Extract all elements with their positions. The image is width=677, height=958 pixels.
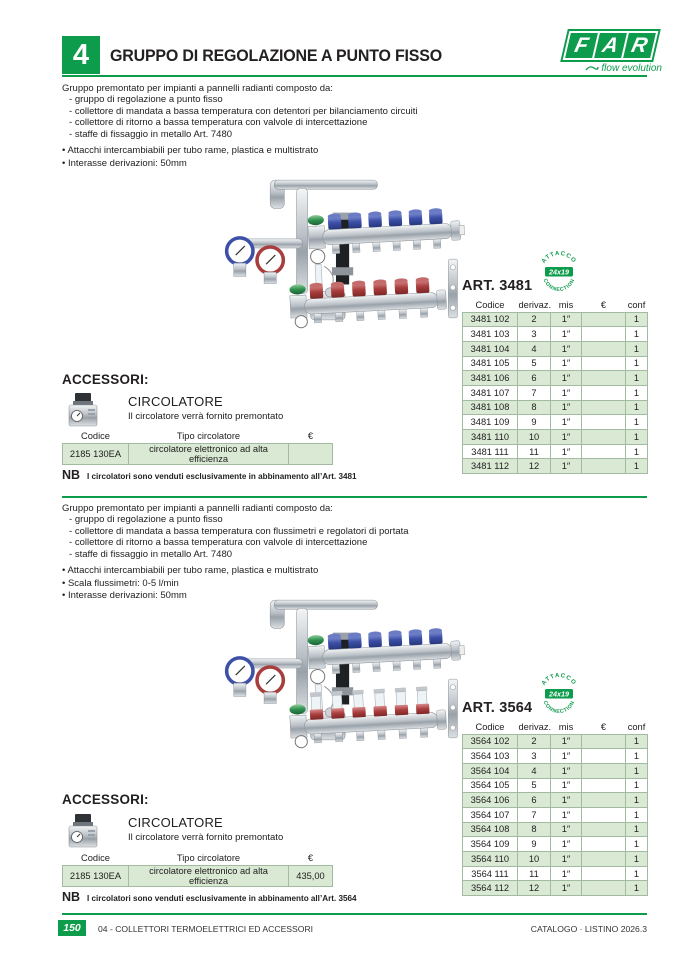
table-cell [289, 443, 333, 464]
table-cell: 1 [626, 734, 648, 749]
table-cell: 1″ [551, 444, 582, 459]
nb-text: I circolatori sono venduti esclusivamente in abbinamento all’Art. 3564 [87, 893, 357, 903]
table-cell [582, 371, 626, 386]
product-photo-manifold-3481 [210, 166, 466, 335]
table-cell: 3481 107 [463, 385, 518, 400]
table-cell: 3481 112 [463, 459, 518, 474]
table-cell: 2 [518, 734, 551, 749]
svg-text:ATTACCO [541, 673, 577, 687]
col-header-codice: Codice [475, 300, 505, 311]
table-cell: 9 [518, 837, 551, 852]
footer-chapter: 04 - COLLETTORI TERMOELETTRICI ED ACCESSORI [98, 924, 314, 934]
table-row [463, 852, 648, 867]
col-header-euro: € [307, 852, 314, 863]
page-number: 150 [63, 922, 81, 934]
svg-text:CONNECTION [542, 700, 577, 715]
intro-line: Gruppo premontato per impianti a pannelli radianti composto da: [62, 83, 333, 94]
accessory-table-3564 [62, 851, 333, 887]
table-cell [582, 385, 626, 400]
table-cell: 1″ [551, 866, 582, 881]
table-cell: 1 [626, 837, 648, 852]
table-cell: 1″ [551, 430, 582, 445]
table-cell: 1 [626, 793, 648, 808]
table-cell: 1″ [551, 400, 582, 415]
circulator-name: CIRCOLATORE [128, 394, 223, 409]
circulator-photo [66, 812, 100, 855]
far-letter: R [623, 33, 656, 58]
table-row [463, 822, 648, 837]
table-cell: 1 [626, 763, 648, 778]
table-cell [582, 807, 626, 822]
table-cell: 3564 110 [463, 852, 518, 867]
table-cell: 3481 108 [463, 400, 518, 415]
table-row [463, 459, 648, 474]
table-cell: 1 [626, 749, 648, 764]
table-cell: 5 [518, 778, 551, 793]
table-cell: 3481 111 [463, 444, 518, 459]
table-cell: 3564 109 [463, 837, 518, 852]
table-cell: 3564 105 [463, 778, 518, 793]
article-title-3564: ART. 3564 [462, 700, 533, 716]
far-letter: A [594, 33, 627, 58]
table-cell: 3481 104 [463, 341, 518, 356]
table-cell [582, 430, 626, 445]
col-header-euro: € [600, 300, 607, 311]
composition-item: - staffe di fissaggio in metallo Art. 7480 [62, 129, 622, 140]
table-row [463, 327, 648, 342]
table-cell: 1 [626, 371, 648, 386]
header-rule [62, 75, 647, 77]
table-row [463, 793, 648, 808]
article-table-3564 [462, 721, 648, 896]
accessory-table-3481 [62, 429, 333, 465]
col-header-mis: mis [558, 300, 574, 311]
col-header-derivaz: derivaz. [518, 722, 552, 733]
table-row [463, 430, 648, 445]
table-cell: 6 [518, 793, 551, 808]
swoosh-icon [585, 65, 599, 73]
circulator-info [128, 815, 283, 843]
table-cell: 6 [518, 371, 551, 386]
table-cell: 1″ [551, 852, 582, 867]
table-row [463, 866, 648, 881]
table-cell: 1 [626, 312, 648, 327]
table-cell: 1 [626, 327, 648, 342]
table-row [463, 881, 648, 896]
product-photo-manifold-3564 [210, 586, 466, 755]
table-cell: 3564 108 [463, 822, 518, 837]
nb-text: I circolatori sono venduti esclusivamente in abbinamento all’Art. 3481 [87, 471, 357, 481]
footer-rule [62, 913, 647, 915]
table-cell: 2 [518, 312, 551, 327]
table-cell: 3 [518, 327, 551, 342]
table-cell: 1″ [551, 415, 582, 430]
table-cell: 1″ [551, 459, 582, 474]
article-table-3481 [462, 299, 648, 474]
table-cell: 1 [626, 415, 648, 430]
table-row [463, 385, 648, 400]
table-header-row [463, 299, 648, 312]
table-cell: 12 [518, 881, 551, 896]
svg-text:CONNECTION [542, 278, 577, 293]
article-title-3481: ART. 3481 [462, 278, 533, 294]
col-header-conf: conf [627, 722, 646, 733]
table-row [63, 443, 333, 464]
table-cell: 3481 106 [463, 371, 518, 386]
table-cell: 8 [518, 400, 551, 415]
col-header-codice: Codice [475, 722, 505, 733]
table-cell: 11 [518, 444, 551, 459]
section1-description [62, 83, 622, 170]
table-cell: 3564 112 [463, 881, 518, 896]
table-header-row [63, 429, 333, 443]
table-cell: 4 [518, 341, 551, 356]
badge-bottom-text: CONNECTION [541, 699, 577, 716]
table-cell: 3481 110 [463, 430, 518, 445]
col-header-euro: € [307, 430, 314, 441]
table-cell [582, 866, 626, 881]
page-title: GRUPPO DI REGOLAZIONE A PUNTO FISSO [110, 46, 442, 65]
table-cell: 1″ [551, 822, 582, 837]
composition-item: - collettore di mandata a bassa temperatura con detentori per bilanciamento circuiti [62, 106, 622, 117]
section-number: 4 [72, 38, 90, 71]
nb-label: NB [62, 468, 81, 482]
table-cell: 1 [626, 356, 648, 371]
table-cell: 3481 102 [463, 312, 518, 327]
circulator-note: Il circolatore verrà fornito premontato [128, 832, 284, 843]
table-cell: 1″ [551, 327, 582, 342]
brand-tagline: flow evolution [601, 63, 662, 74]
feature-item: • Interasse derivazioni: 50mm [62, 590, 622, 603]
table-cell [582, 778, 626, 793]
col-header-codice: Codice [81, 852, 110, 863]
table-cell [582, 852, 626, 867]
table-cell [582, 312, 626, 327]
table-cell: 3564 106 [463, 793, 518, 808]
table-cell: 2185 130EA [63, 443, 129, 464]
table-cell: 7 [518, 385, 551, 400]
table-row [463, 763, 648, 778]
table-row [463, 444, 648, 459]
table-cell [582, 793, 626, 808]
table-cell: 10 [518, 852, 551, 867]
table-cell: 435,00 [289, 865, 333, 886]
table-header-row [63, 851, 333, 865]
table-cell [582, 415, 626, 430]
table-cell: 1″ [551, 807, 582, 822]
col-header-derivaz: derivaz. [518, 300, 552, 311]
table-cell: 1 [626, 881, 648, 896]
table-cell: circolatore elettronico ad alta efficienza [129, 443, 289, 464]
table-cell [582, 749, 626, 764]
table-cell: 3564 104 [463, 763, 518, 778]
table-cell [582, 356, 626, 371]
feature-item: • Attacchi intercambiabili per tubo rame, plastica e multistrato [62, 145, 622, 158]
table-cell: 3564 111 [463, 866, 518, 881]
table-cell: circolatore elettronico ad alta efficienza [129, 865, 289, 886]
table-cell: 3564 102 [463, 734, 518, 749]
table-cell [582, 881, 626, 896]
col-header-tipo: Tipo circolatore [176, 430, 241, 441]
table-cell [582, 341, 626, 356]
table-cell: 1″ [551, 837, 582, 852]
composition-item: - collettore di ritorno a bassa temperatura con valvole di intercettazione [62, 537, 622, 548]
accessories-heading: ACCESSORI: [62, 372, 149, 387]
table-cell: 1″ [551, 763, 582, 778]
table-cell: 7 [518, 807, 551, 822]
table-cell: 1″ [551, 356, 582, 371]
composition-item: - collettore di ritorno a bassa temperatura con valvole di intercettazione [62, 117, 622, 128]
nb-label: NB [62, 890, 81, 904]
table-cell: 1 [626, 459, 648, 474]
table-row [463, 341, 648, 356]
table-cell: 3 [518, 749, 551, 764]
table-cell: 1″ [551, 385, 582, 400]
table-cell [582, 327, 626, 342]
connection-badge [537, 672, 581, 721]
table-cell: 1″ [551, 312, 582, 327]
badge-top-text: ATTACCO [540, 250, 578, 265]
feature-item: • Interasse derivazioni: 50mm [62, 158, 622, 171]
table-cell [582, 837, 626, 852]
table-cell: 1″ [551, 734, 582, 749]
circulator-note: Il circolatore verrà fornito premontato [128, 411, 284, 422]
footer-edition: CATALOGO · LISTINO 2026.3 [530, 924, 647, 934]
feature-item: • Scala flussimetri: 0-5 l/min [62, 578, 622, 591]
composition-item: - gruppo di regolazione a punto fisso [62, 514, 622, 525]
table-cell: 1 [626, 866, 648, 881]
table-cell: 11 [518, 866, 551, 881]
svg-text:ATTACCO [541, 251, 577, 265]
feature-item: • Attacchi intercambiabili per tubo rame, plastica e multistrato [62, 565, 622, 578]
nb-note-3481 [62, 468, 365, 482]
table-cell: 12 [518, 459, 551, 474]
table-cell: 10 [518, 430, 551, 445]
table-cell: 1 [626, 778, 648, 793]
far-logo [552, 29, 664, 74]
table-row [63, 865, 333, 886]
table-row [463, 312, 648, 327]
table-row [463, 371, 648, 386]
table-cell: 1″ [551, 371, 582, 386]
table-cell: 1 [626, 852, 648, 867]
table-row [463, 807, 648, 822]
table-cell: 3564 103 [463, 749, 518, 764]
composition-item: - staffe di fissaggio in metallo Art. 7480 [62, 549, 622, 560]
col-header-codice: Codice [81, 430, 110, 441]
table-cell: 1 [626, 822, 648, 837]
table-cell: 4 [518, 763, 551, 778]
section-divider [62, 496, 647, 498]
composition-item: - gruppo di regolazione a punto fisso [62, 94, 622, 105]
table-cell: 1″ [551, 793, 582, 808]
table-cell [582, 400, 626, 415]
far-letter: F [565, 33, 598, 58]
table-row [463, 749, 648, 764]
table-row [463, 734, 648, 749]
col-header-mis: mis [558, 722, 574, 733]
connection-badge [537, 250, 581, 299]
section-number-box [62, 36, 100, 74]
table-cell: 3481 103 [463, 327, 518, 342]
table-cell: 5 [518, 356, 551, 371]
table-header-row [463, 721, 648, 734]
table-cell: 1″ [551, 778, 582, 793]
table-cell: 3481 109 [463, 415, 518, 430]
nb-note-3564 [62, 890, 365, 904]
badge-top-text: ATTACCO [540, 672, 578, 687]
table-cell: 1 [626, 341, 648, 356]
page-number-box [58, 920, 86, 936]
table-cell: 3481 105 [463, 356, 518, 371]
intro-line: Gruppo premontato per impianti a pannelli radianti composto da: [62, 503, 333, 514]
col-header-euro: € [600, 722, 607, 733]
far-logo-tiles [560, 29, 661, 62]
table-cell: 3564 107 [463, 807, 518, 822]
badge-center-text: 24x19 [549, 267, 569, 277]
table-cell: 1″ [551, 749, 582, 764]
badge-bottom-text: CONNECTION [541, 277, 577, 294]
circulator-info [128, 394, 283, 422]
table-cell [582, 822, 626, 837]
table-cell [582, 763, 626, 778]
accessories-heading: ACCESSORI: [62, 792, 149, 807]
composition-item: - collettore di mandata a bassa temperatura con flussimetri e regolatori di portata [62, 526, 622, 537]
table-cell: 1 [626, 807, 648, 822]
table-row [463, 837, 648, 852]
circulator-name: CIRCOLATORE [128, 815, 223, 830]
table-row [463, 778, 648, 793]
badge-center-text: 24x19 [549, 689, 569, 699]
table-cell: 1 [626, 430, 648, 445]
circulator-photo [66, 391, 100, 434]
table-row [463, 356, 648, 371]
table-cell [582, 459, 626, 474]
table-cell: 1″ [551, 881, 582, 896]
col-header-tipo: Tipo circolatore [176, 852, 241, 863]
table-row [463, 400, 648, 415]
table-cell: 1″ [551, 341, 582, 356]
table-cell [582, 734, 626, 749]
table-cell: 1 [626, 400, 648, 415]
table-cell: 2185 130EA [63, 865, 129, 886]
col-header-conf: conf [627, 300, 646, 311]
table-cell: 8 [518, 822, 551, 837]
table-cell [582, 444, 626, 459]
table-cell: 1 [626, 444, 648, 459]
table-row [463, 415, 648, 430]
table-cell: 1 [626, 385, 648, 400]
table-cell: 9 [518, 415, 551, 430]
